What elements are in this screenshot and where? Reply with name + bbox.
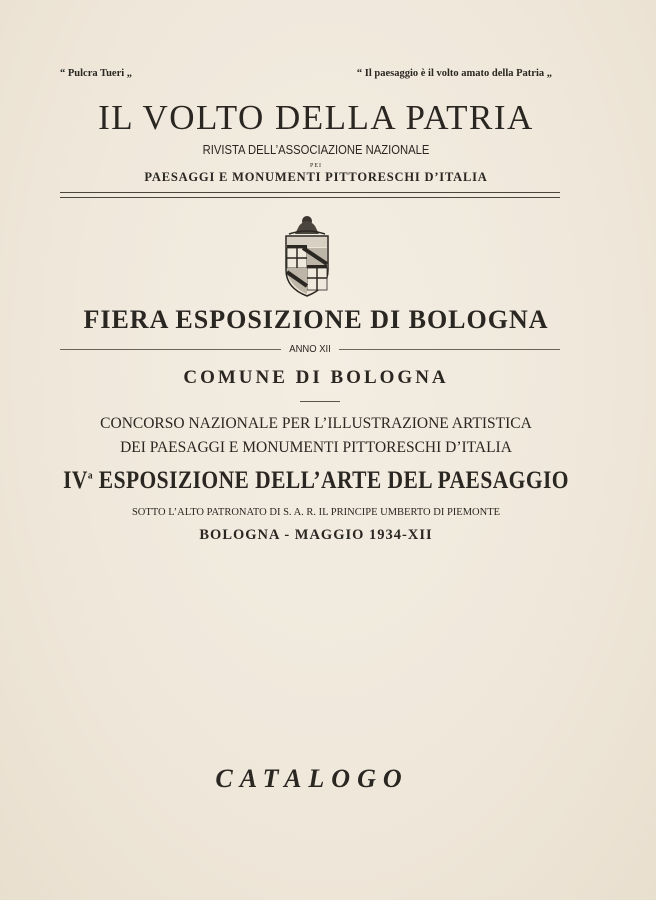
esposizione-numeral: IV (63, 467, 88, 494)
concorso-line-2: DEI PAESAGGI E MONUMENTI PITTORESCHI D’ITALIA (120, 439, 512, 456)
magazine-title: IL VOLTO DELLA PATRIA (98, 98, 534, 137)
rule-right (339, 349, 560, 350)
magazine-subtitle-pei: PEI (310, 163, 322, 169)
patronato-line: SOTTO L’ALTO PATRONATO DI S. A. R. IL PRINCIPE UMBERTO DI PIEMONTE (131, 507, 501, 518)
place-date: BOLOGNA - MAGGIO 1934-XII (199, 527, 433, 543)
motto-right: “ Il paesaggio è il volto amato della Patria „ (356, 68, 552, 79)
concorso-line-1: CONCORSO NAZIONALE PER L’ILLUSTRAZIONE ARTISTICA (100, 415, 532, 432)
esposizione-sup: a (87, 469, 94, 482)
bologna-coat-of-arms-icon (281, 212, 333, 298)
fiera-heading: FIERA ESPOSIZIONE DI BOLOGNA (83, 305, 549, 334)
ornament-divider (300, 401, 340, 402)
esposizione-text: ESPOSIZIONE DELL’ARTE DEL PAESAGGIO (93, 467, 569, 494)
rule-left (60, 349, 281, 350)
esposizione-heading (34, 467, 598, 495)
magazine-subtitle-2: PAESAGGI E MONUMENTI PITTORESCHI D’ITALIA (144, 170, 488, 184)
anno-row (60, 343, 560, 355)
double-rule-divider (60, 192, 560, 198)
magazine-subtitle-1: RIVISTA DELL’ASSOCIAZIONE NAZIONALE (202, 143, 430, 157)
comune-heading: COMUNE DI BOLOGNA (183, 367, 449, 388)
catalogo-title: CATALOGO (215, 764, 409, 793)
motto-left: “ Pulcra Tueri „ (60, 68, 133, 79)
anno-label: ANNO XII (289, 343, 331, 355)
